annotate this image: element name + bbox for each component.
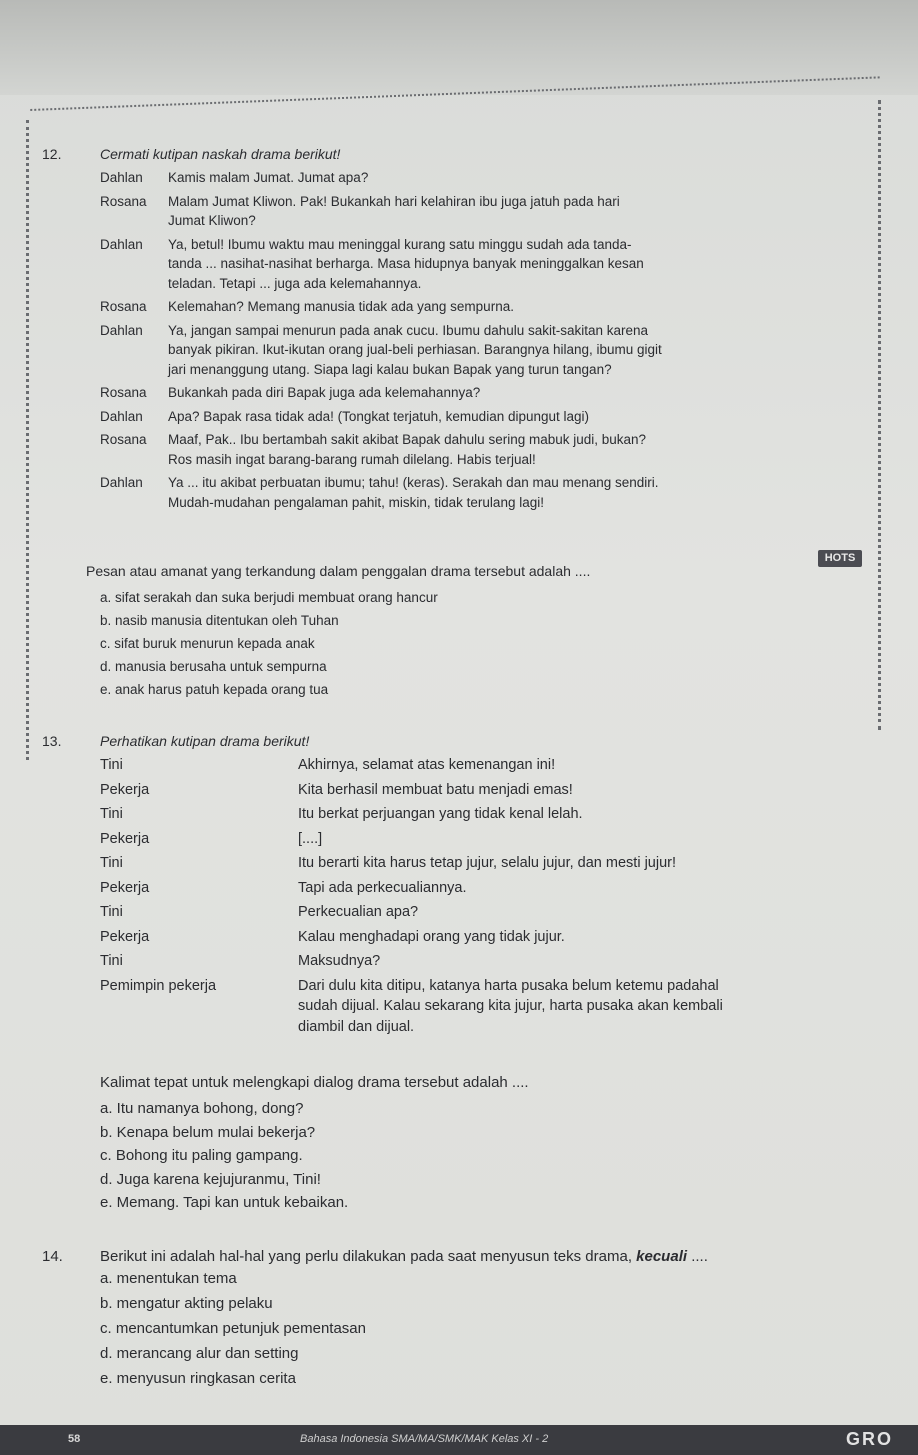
dialog-line: Kita berhasil membuat batu menjadi emas! [298,781,573,798]
answer-option[interactable]: c. sifat buruk menurun kepada anak [100,636,315,651]
dialog-speaker: Dahlan [100,475,143,490]
question-title: Cermati kutipan naskah drama berikut! [100,146,341,162]
dialog-line: diambil dan dijual. [298,1018,415,1035]
answer-option[interactable]: e. anak harus patuh kepada orang tua [100,682,329,697]
dialog-line: Maaf, Pak.. Ibu bertambah sakit akibat Bapak dahulu sering mabuk judi, bukan? [168,432,647,447]
dialog-line: Ya ... itu akibat perbuatan ibumu; tahu! (keras). Serakah dan mau menang sendiri. [168,475,659,490]
dialog-line: Ros masih ingat barang-barang rumah dilelang. Habis terjual! [168,451,536,467]
question-prompt: Pesan atau amanat yang terkandung dalam penggalan drama tersebut adalah .... [86,563,591,579]
dialog-line: Tapi ada perkecualiannya. [298,879,467,896]
footer-text: Bahasa Indonesia SMA/MA/SMK/MAK Kelas XI - 2 [300,1433,549,1445]
dialog-speaker: Tini [100,855,123,871]
dialog-speaker: Tini [100,757,123,773]
dialog-speaker: Pekerja [100,781,150,798]
dialog-line: Itu berkat perjuangan yang tidak kenal lelah. [298,806,583,822]
dialog-line: Ya, betul! Ibumu waktu mau meninggal kurang satu minggu sudah ada tanda- [168,236,632,252]
dialog-speaker: Rosana [100,432,147,447]
dialog-line: tanda ... nasihat-nasihat berharga. Masa hidupnya banyak meninggalkan kesan [168,256,644,271]
dialog-speaker: Dahlan [100,236,143,252]
answer-option[interactable]: d. manusia berusaha untuk sempurna [100,659,327,674]
answer-option[interactable]: b. nasib manusia ditentukan oleh Tuhan [100,613,339,628]
answer-option[interactable]: d. Juga karena kejujuranmu, Tini! [100,1170,321,1188]
dialog-line: Bukankah pada diri Bapak juga ada kelemahannya? [168,385,481,400]
dialog-line: Kalau menghadapi orang yang tidak jujur. [298,928,565,945]
dialog-speaker: Rosana [100,193,147,209]
answer-option[interactable]: e. Memang. Tapi kan untuk kebaikan. [100,1194,349,1211]
hots-badge: HOTS [818,550,862,567]
answer-option[interactable]: a. sifat serakah dan suka berjudi membuat orang hancur [100,590,438,605]
dialog-line: Apa? Bapak rasa tidak ada! (Tongkat terjatuh, kemudian dipungut lagi) [168,408,590,424]
dialog-speaker: Rosana [100,385,147,400]
question-prompt: Kalimat tepat untuk melengkapi dialog drama tersebut adalah .... [100,1074,529,1091]
publisher-logo: GRO [846,1429,894,1449]
dialog-line: banyak pikiran. Ikut-ikutan orang jual-beli perhiasan. Barangnya hilang, ibumu gigit [168,342,662,357]
dialog-line: Malam Jumat Kliwon. Pak! Bukankah hari kelahiran ibu juga jatuh pada hari [168,193,620,209]
answer-option[interactable]: b. mengatur akting pelaku [100,1295,273,1312]
decorative-dotted-border-right [878,100,889,730]
prompt-end: .... [687,1248,708,1265]
question-number: 13. [42,733,62,749]
dialog-speaker: Tini [100,806,123,822]
decorative-dotted-border-left [26,120,37,760]
prompt-emphasis: kecuali [636,1248,688,1265]
answer-option[interactable]: a. Itu namanya bohong, dong? [100,1100,304,1117]
answer-option[interactable]: c. mencantumkan petunjuk pementasan [100,1320,366,1337]
dialog-line: Akhirnya, selamat atas kemenangan ini! [298,757,556,773]
dialog-line: Dari dulu kita ditipu, katanya harta pusaka belum ketemu padahal [298,977,719,994]
dialog-line: Jumat Kliwon? [168,213,256,228]
dialog-speaker: Pekerja [100,928,150,945]
answer-option[interactable]: a. menentukan tema [100,1270,237,1287]
dialog-line: Itu berarti kita harus tetap jujur, selalu jujur, dan mesti jujur! [298,855,676,871]
question-number: 12. [42,146,62,162]
prompt-text: Berikut ini adalah hal-hal yang perlu dilakukan pada saat menyusun teks drama, [100,1248,637,1265]
dialog-speaker: Rosana [100,299,147,314]
dialog-speaker: Dahlan [100,322,143,338]
answer-option[interactable]: d. merancang alur dan setting [100,1345,299,1362]
dialog-line: Maksudnya? [298,953,381,969]
dialog-speaker: Pemimpin pekerja [100,977,217,994]
dialog-speaker: Dahlan [100,170,143,185]
dialog-line: teladan. Tetapi ... juga ada kelemahannya. [168,275,422,291]
dialog-line: sudah dijual. Kalau sekarang kita jujur, harta pusaka akan kembali [298,998,723,1014]
question-number: 14. [42,1248,63,1265]
page-number: 58 [68,1433,81,1445]
answer-option[interactable]: c. Bohong itu paling gampang. [100,1147,303,1164]
dialog-line: Kelemahan? Memang manusia tidak ada yang sempurna. [168,299,514,314]
dialog-line: Perkecualian apa? [298,904,419,920]
dialog-speaker: Dahlan [100,408,143,424]
page-footer [0,1425,918,1455]
dialog-speaker: Tini [100,953,123,969]
dialog-speaker: Tini [100,904,123,920]
dialog-line: Ya, jangan sampai menurun pada anak cucu. Ibumu dahulu sakit-sakitan karena [168,322,649,338]
dialog-line: [....] [298,830,323,847]
dialog-line: Kamis malam Jumat. Jumat apa? [168,170,369,185]
answer-option[interactable]: b. Kenapa belum mulai bekerja? [100,1123,316,1141]
dialog-speaker: Pekerja [100,830,150,847]
question-prompt [100,1248,708,1265]
answer-option[interactable]: e. menyusun ringkasan cerita [100,1370,296,1387]
dialog-line: jari menanggung utang. Siapa lagi kalau bukan Bapak yang turun tangan? [168,361,612,377]
dialog-speaker: Pekerja [100,879,150,896]
dialog-line: Mudah-mudahan pengalaman pahit, miskin, tidak terulang lagi! [168,494,544,510]
question-title: Perhatikan kutipan drama berikut! [100,733,310,749]
